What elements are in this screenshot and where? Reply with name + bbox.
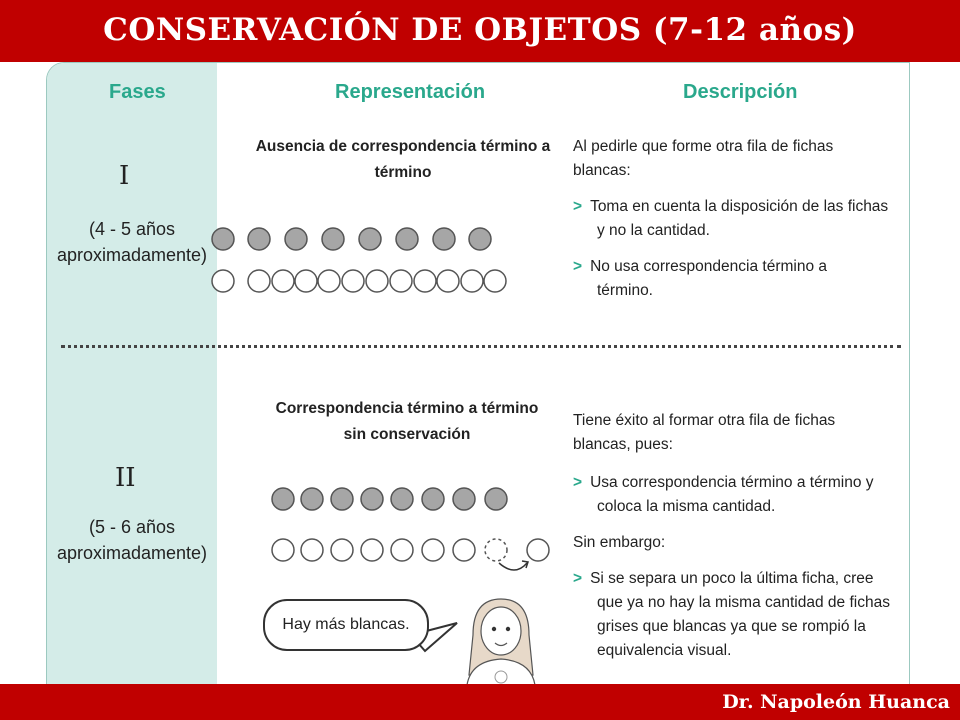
header-description: Descripción [683, 81, 798, 103]
bullet-marker-icon: > [573, 198, 583, 215]
phase2-bullet2-line4: equivalencia visual. [597, 642, 732, 659]
phase2-desc-intro-line1: Tiene éxito al formar otra fila de fichas [573, 412, 836, 429]
phase2-however: Sin embargo: [573, 534, 666, 551]
phase2-bullet2 [573, 567, 874, 591]
header-phases: Fases [109, 81, 166, 103]
phase2-numeral: II [115, 463, 136, 493]
phase1-rep-title-line2: término [374, 164, 432, 181]
author-name: Dr. Napoleón Huanca [722, 691, 950, 713]
bullet-marker-icon: > [573, 258, 583, 275]
phase2-desc-intro-line2: blancas, pues: [573, 436, 673, 453]
phase2-bullet1-line1: Usa correspondencia término a término y [590, 474, 874, 491]
bullet-marker-icon: > [573, 570, 583, 587]
phase1-desc-intro-line1: Al pedirle que forme otra fila de fichas [573, 138, 834, 155]
phase1-age-line1: (4 - 5 años [88, 219, 176, 239]
phase2-age-line1: (5 - 6 años [88, 517, 176, 537]
title-bar [0, 0, 960, 62]
phase2-bullet1 [573, 471, 874, 495]
phase1-bullet2-line1: No usa correspondencia término a [590, 258, 827, 275]
header-representation: Representación [335, 81, 486, 103]
phase2-bullet1-line2: coloca la misma cantidad. [597, 498, 776, 515]
footer-bar [0, 684, 960, 720]
phase1-rep-title-line1: Ausencia de correspondencia término a [255, 138, 551, 155]
phases-table [46, 62, 910, 685]
phase1-bullet1-line1: Toma en cuenta la disposición de las fichas [590, 198, 889, 215]
page-title: CONSERVACIÓN DE OBJETOS (7-12 años) [103, 12, 857, 48]
phase2-rep-title-line2: sin conservación [343, 426, 471, 443]
phase1-bullet1-line2: y no la cantidad. [597, 222, 710, 239]
phase1-bullet2-line2: término. [597, 282, 653, 299]
phase2-bullet2-line3: grises que blancas ya que se rompió la [597, 618, 866, 635]
phase1-age-line2: aproximadamente) [56, 245, 208, 265]
phase2-age-line2: aproximadamente) [56, 543, 208, 563]
phase2-bullet2-line2: que ya no hay la misma cantidad de fichas [597, 594, 890, 611]
phase2-rep-title-line1: Correspondencia término a término [275, 400, 539, 417]
phase1-desc-intro-line2: blancas: [573, 162, 631, 179]
phase1-numeral: I [119, 161, 130, 191]
phase2-bullet2-line1: Si se separa un poco la última ficha, cree [590, 570, 874, 587]
bullet-marker-icon: > [573, 474, 583, 491]
speech-text: Hay más blancas. [282, 616, 410, 633]
